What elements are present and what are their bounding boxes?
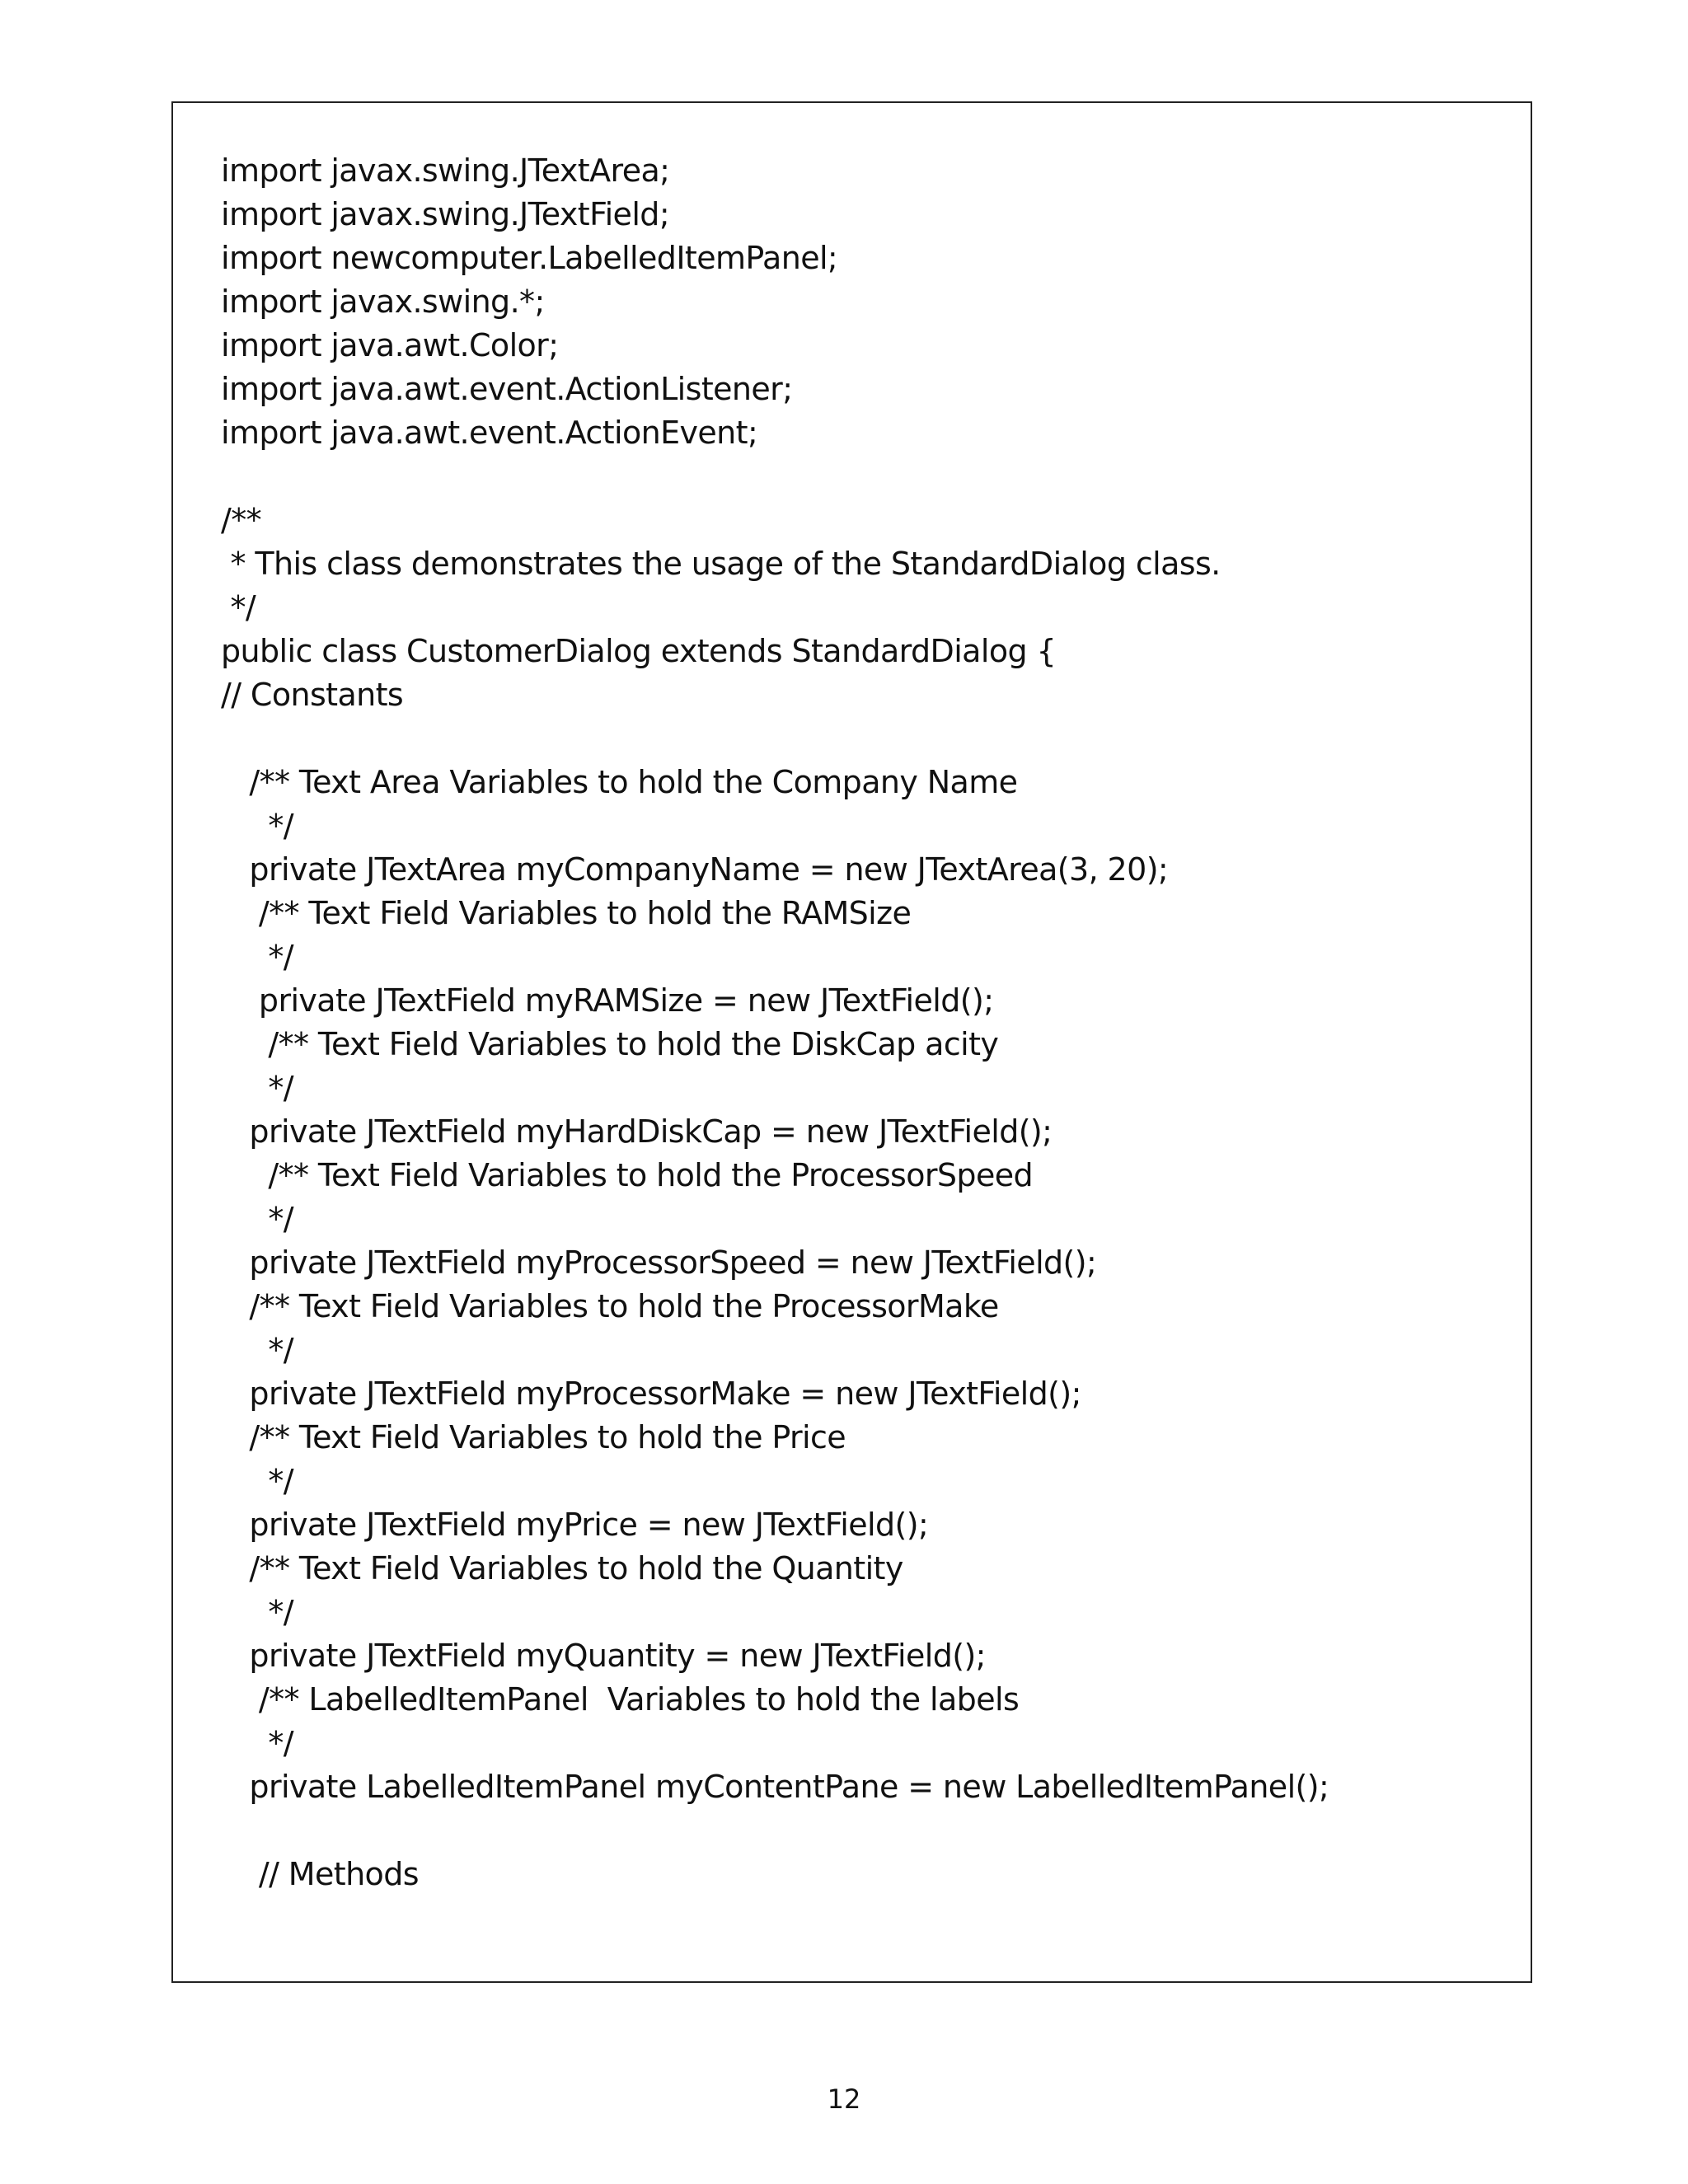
- code-listing-box: [171, 101, 1532, 1983]
- code-line: /** LabelledItemPanel Variables to hold the labels: [221, 1681, 1020, 1718]
- code-line: private LabelledItemPanel myContentPane = new LabelledItemPanel();: [221, 1769, 1329, 1805]
- code-line: private JTextField myProcessorSpeed = new JTextField();: [221, 1244, 1097, 1281]
- code-line: import javax.swing.*;: [221, 284, 545, 320]
- code-line: // Constants: [221, 677, 404, 713]
- code-line: private JTextField myRAMSize = new JTextField();: [221, 982, 994, 1019]
- code-line: [221, 717, 1514, 761]
- code-line: /** Text Field Variables to hold the Quantity: [221, 1550, 903, 1586]
- code-line: // Methods: [221, 1856, 419, 1892]
- code-line: import javax.swing.JTextArea;: [221, 152, 670, 189]
- code-line: import java.awt.event.ActionEvent;: [221, 415, 758, 451]
- code-line: */: [221, 1594, 293, 1630]
- code-line: */: [221, 1070, 293, 1106]
- code-line: /** Text Area Variables to hold the Company Name: [221, 764, 1018, 800]
- code-line: private JTextField myHardDiskCap = new JTextField();: [221, 1113, 1053, 1150]
- code-line: public class CustomerDialog extends StandardDialog {: [221, 633, 1057, 669]
- code-line: import newcomputer.LabelledItemPanel;: [221, 240, 838, 276]
- code-line: private JTextArea myCompanyName = new JTextArea(3, 20);: [221, 851, 1169, 888]
- code-line: */: [221, 1463, 293, 1499]
- code-line: /** Text Field Variables to hold the ProcessorMake: [221, 1288, 999, 1324]
- code-line: private JTextField myProcessorMake = new JTextField();: [221, 1376, 1081, 1412]
- code-line: [221, 1809, 1514, 1853]
- code-line: /** Text Field Variables to hold the ProcessorSpeed: [221, 1157, 1034, 1193]
- code-line: import java.awt.Color;: [221, 327, 559, 363]
- code-line: */: [221, 589, 256, 626]
- code-line: import java.awt.event.ActionListener;: [221, 371, 793, 407]
- code-line: /** Text Field Variables to hold the DiskCap acity: [221, 1026, 999, 1062]
- code-line: */: [221, 808, 293, 844]
- code-line: /** Text Field Variables to hold the Price: [221, 1419, 846, 1455]
- code-line: */: [221, 1332, 293, 1368]
- code-listing: [221, 149, 1514, 1896]
- code-line: private JTextField myPrice = new JTextField();: [221, 1507, 929, 1543]
- page-number: 12: [827, 2083, 861, 2115]
- code-line: /**: [221, 502, 262, 538]
- code-line: /** Text Field Variables to hold the RAMSize: [221, 895, 912, 931]
- code-line: */: [221, 939, 293, 975]
- code-line: [221, 455, 1514, 499]
- code-line: private JTextField myQuantity = new JTextField();: [221, 1638, 986, 1674]
- code-line: */: [221, 1201, 293, 1237]
- code-line: */: [221, 1725, 293, 1761]
- code-line: import javax.swing.JTextField;: [221, 196, 670, 232]
- code-line: * This class demonstrates the usage of the StandardDialog class.: [221, 546, 1221, 582]
